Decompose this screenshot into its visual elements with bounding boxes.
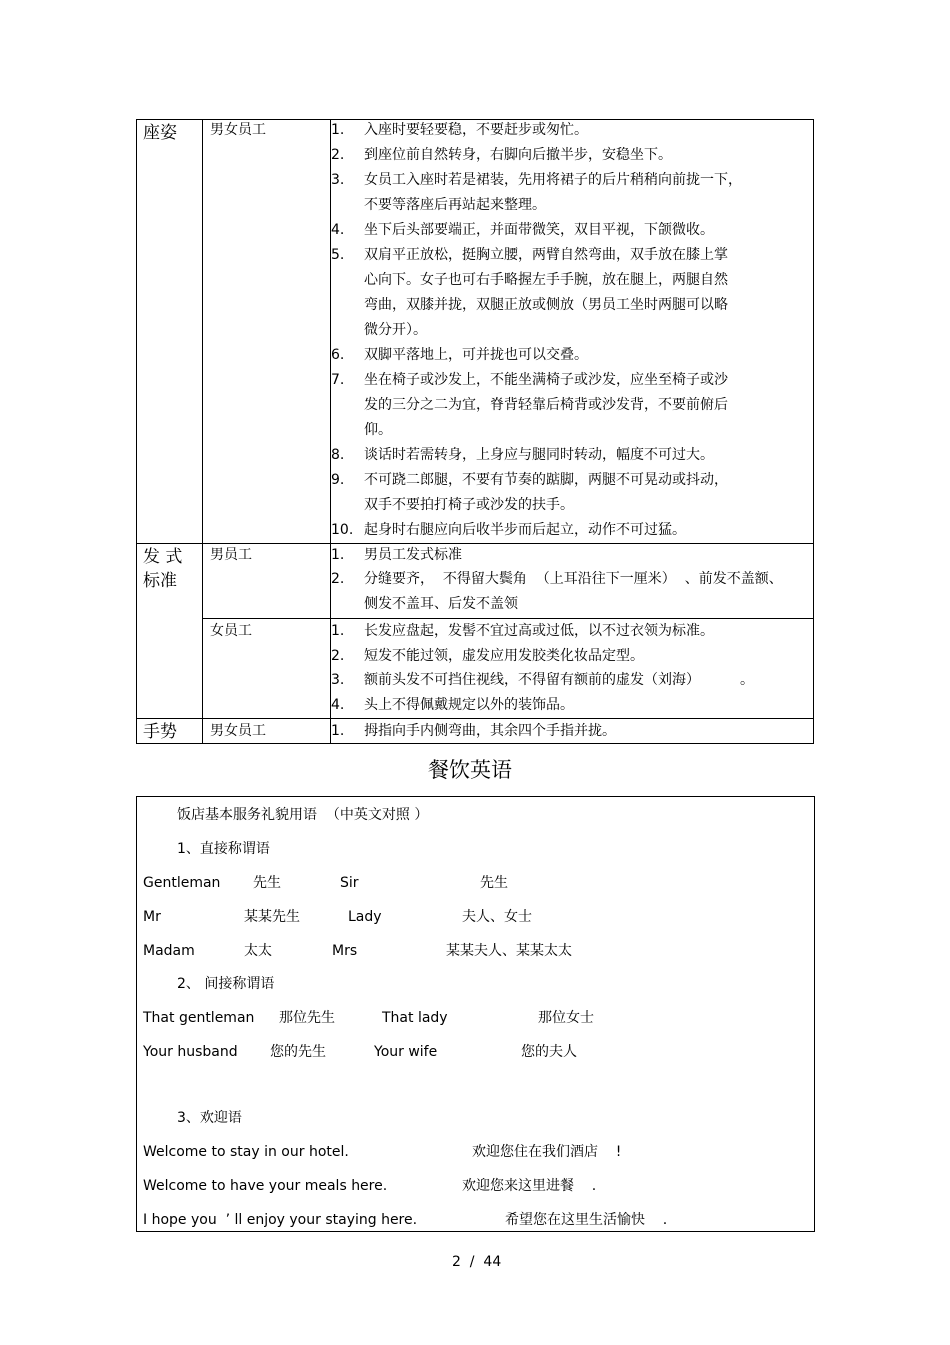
- item-text: 坐在椅子或沙发上，不能坐满椅子或沙发，应坐至椅子或沙: [364, 372, 728, 388]
- phrase-zh: 夫人、女士: [462, 909, 532, 925]
- item-text: 短发不能过领，虚发应用发胶类化妆品定型。: [364, 648, 644, 664]
- item-number: 1.: [331, 623, 345, 639]
- phrase-zh: 某某夫人、某某太太: [446, 943, 572, 959]
- item-number: 6.: [331, 347, 345, 363]
- item-number: 5.: [331, 247, 345, 263]
- page-number: 2 / 44: [452, 1254, 502, 1270]
- phrase-en: Madam: [143, 943, 195, 959]
- item-text: 双肩平正放松，挺胸立腰，两臂自然弯曲，双手放在膝上掌: [364, 247, 728, 263]
- item-text: 双脚平落地上，可并拢也可以交叠。: [364, 347, 588, 363]
- category-gesture: 手势: [143, 722, 177, 742]
- item-text: 不要等落座后再站起来整理。: [364, 197, 546, 213]
- item-number: 1.: [331, 547, 345, 563]
- table-divider: [136, 718, 814, 719]
- staff-label: 男女员工: [210, 723, 266, 739]
- phrase-en: Sir: [340, 875, 359, 891]
- item-text: 头上不得佩戴规定以外的装饰品。: [364, 697, 574, 713]
- phrase-zh: 希望您在这里生活愉快 .: [505, 1212, 668, 1228]
- phrase-zh: 您的先生: [270, 1044, 326, 1060]
- phrase-en: Mrs: [332, 943, 358, 959]
- item-text: 拇指向手内侧弯曲，其余四个手指并拢。: [364, 723, 616, 739]
- phrase-zh: 太太: [244, 943, 272, 959]
- item-text: 侧发不盖耳、后发不盖领: [364, 596, 518, 612]
- item-text: 双手不要拍打椅子或沙发的扶手。: [364, 497, 574, 513]
- phrase-en: Lady: [348, 909, 382, 925]
- staff-label: 女员工: [210, 623, 252, 639]
- phrase-en: Welcome to stay in our hotel.: [143, 1144, 349, 1160]
- table-divider: [202, 618, 814, 619]
- phrase-zh: 那位先生: [279, 1010, 335, 1026]
- subheading-indirect-address: 2、 间接称谓语: [177, 976, 275, 992]
- item-text: 长发应盘起，发髻不宜过高或过低，以不过衣领为标准。: [364, 623, 714, 639]
- item-text: 弯曲，双膝并拢，双腿正放或侧放（男员工坐时两腿可以略: [364, 297, 728, 313]
- table-divider: [136, 543, 814, 544]
- staff-label: 男员工: [210, 547, 252, 563]
- item-number: 8.: [331, 447, 345, 463]
- item-number: 10.: [331, 522, 354, 538]
- table-border-bottom: [136, 743, 814, 744]
- phrase-en: Welcome to have your meals here.: [143, 1178, 388, 1194]
- phrase-en: Mr: [143, 909, 161, 925]
- item-text: 心向下。女子也可右手略握左手手腕，放在腿上，两腿自然: [364, 272, 728, 288]
- phrase-zh: 先生: [480, 875, 508, 891]
- phrasebook-heading: 饭店基本服务礼貌用语 （中英文对照 ）: [177, 807, 429, 823]
- item-text: 额前头发不可挡住视线，不得留有额前的虚发（刘海） 。: [364, 672, 755, 688]
- staff-label: 男女员工: [210, 122, 266, 138]
- phrase-zh: 欢迎您住在我们酒店 !: [472, 1144, 622, 1160]
- item-text: 坐下后头部要端正，并面带微笑，双目平视，下颌微收。: [364, 222, 714, 238]
- item-number: 4.: [331, 222, 345, 238]
- item-number: 2.: [331, 571, 345, 587]
- item-text: 分缝要齐， 不得留大鬓角 （上耳沿往下一厘米） 、前发不盖额、: [364, 571, 783, 587]
- section-title: 餐饮英语: [428, 758, 512, 782]
- item-text: 到座位前自然转身，右脚向后撤半步，安稳坐下。: [364, 147, 672, 163]
- item-text: 女员工入座时若是裙装，先用将裙子的后片稍稍向前拢一下，: [364, 172, 742, 188]
- phrase-en: That gentleman: [143, 1010, 255, 1026]
- item-text: 入座时要轻要稳，不要赶步或匆忙。: [364, 122, 588, 138]
- phrase-en: Your husband: [143, 1044, 238, 1060]
- phrase-zh: 那位女士: [538, 1010, 594, 1026]
- item-number: 9.: [331, 472, 345, 488]
- item-number: 7.: [331, 372, 345, 388]
- item-number: 3.: [331, 172, 345, 188]
- phrase-zh: 某某先生: [244, 909, 300, 925]
- item-text: 发的三分之二为宜，脊背轻靠后椅背或沙发背，不要前俯后: [364, 397, 728, 413]
- item-number: 2.: [331, 147, 345, 163]
- category-sitting: 座姿: [143, 123, 177, 143]
- item-number: 1.: [331, 723, 345, 739]
- phrase-zh: 您的夫人: [521, 1044, 577, 1060]
- item-text: 微分开）。: [364, 322, 427, 338]
- table-border-left: [136, 119, 137, 743]
- phrase-zh: 欢迎您来这里进餐 .: [462, 1178, 597, 1194]
- item-number: 2.: [331, 648, 345, 664]
- subheading-direct-address: 1、直接称谓语: [177, 841, 270, 857]
- phrase-zh: 先生: [253, 875, 281, 891]
- category-hairstyle-line1: 发 式: [143, 547, 183, 567]
- phrase-en: Your wife: [374, 1044, 438, 1060]
- phrase-en: I hope you ’ ll enjoy your staying here.: [143, 1212, 418, 1228]
- item-number: 3.: [331, 672, 345, 688]
- item-number: 1.: [331, 122, 345, 138]
- item-number: 4.: [331, 697, 345, 713]
- category-hairstyle-line2: 标准: [143, 571, 177, 591]
- item-text: 起身时右腿应向后收半步而后起立，动作不可过猛。: [364, 522, 686, 538]
- table-border-right: [813, 119, 814, 743]
- phrase-en: Gentleman: [143, 875, 221, 891]
- subheading-welcome: 3、欢迎语: [177, 1110, 242, 1126]
- item-text: 谈话时若需转身，上身应与腿同时转动，幅度不可过大。: [364, 447, 714, 463]
- item-text: 不可跷二郎腿，不要有节奏的踮脚，两腿不可晃动或抖动，: [364, 472, 728, 488]
- table-border-top: [136, 119, 814, 120]
- table-column-line: [202, 119, 203, 743]
- item-text: 仰。: [364, 422, 392, 438]
- phrase-en: That lady: [382, 1010, 448, 1026]
- item-text: 男员工发式标准: [364, 547, 462, 563]
